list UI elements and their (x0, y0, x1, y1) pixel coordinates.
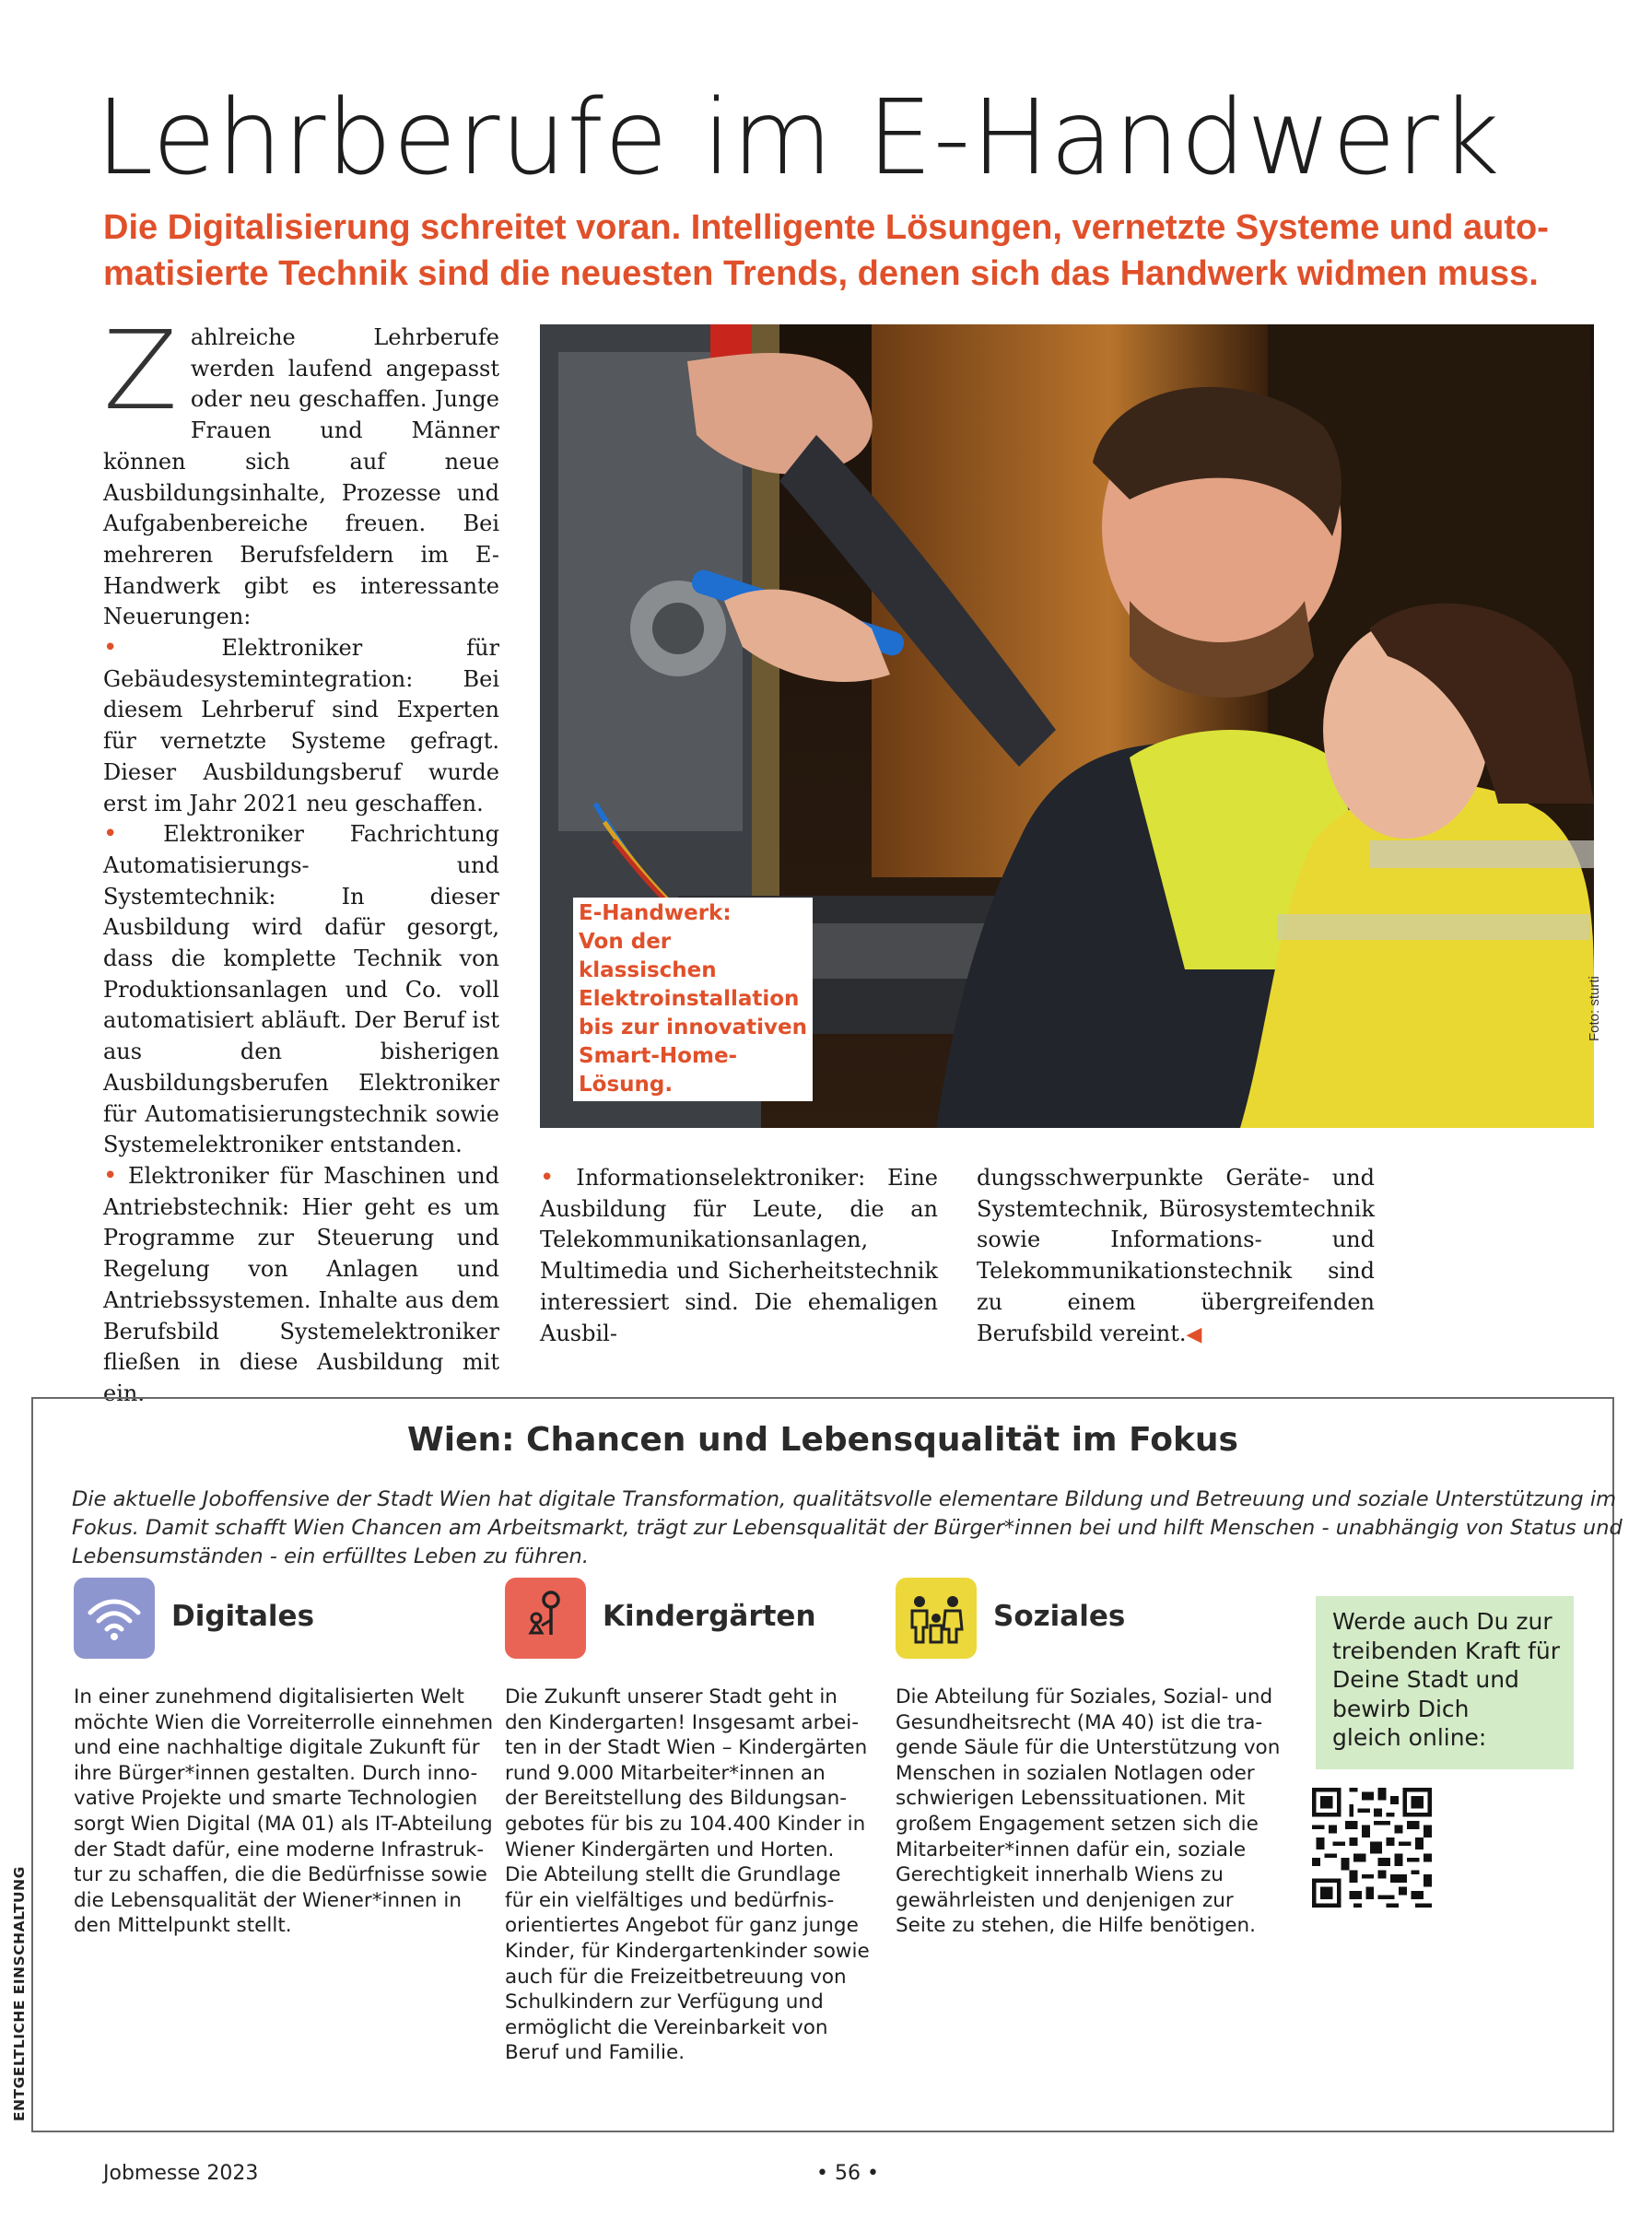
closing-text: dungsschwerpunkte Geräte- und Systemtechnik, Bürosystemtechnik sowie Informations- und Telekommunikationstechnik sind zu einem übergreifenden Berufsbild vereint. (977, 1165, 1375, 1346)
card-line: Menschen in sozialen Notlagen oder (896, 1761, 1255, 1785)
card-line: rund 9.000 Mitarbeiter*innen an (505, 1761, 826, 1785)
card-line: großem Engagement setzen sich die (896, 1812, 1259, 1836)
card-text-soziales (896, 1685, 1283, 1939)
publication-name: Jobmesse 2023 (103, 2162, 259, 2185)
wifi-icon (74, 1578, 155, 1659)
caption-line: E-Handwerk: (579, 901, 732, 925)
card-line: sorgt Wien Digital (MA 01) als IT-Abteilung (74, 1812, 493, 1836)
card-line: Gerechtigkeit innerhalb Wiens zu (896, 1863, 1224, 1887)
bullet-item (540, 1163, 938, 1349)
caption-line: Elektroinstallation (579, 987, 800, 1011)
card-title-kindergaerten: Kindergärten (603, 1600, 816, 1633)
card-line: In einer zunehmend digitalisierten Welt (74, 1685, 464, 1708)
card-line: Beruf und Familie. (505, 2041, 685, 2065)
card-line: gende Säule für die Unterstützung von (896, 1736, 1281, 1760)
card-line: auch für die Freizeitbetreuung von (505, 1965, 847, 1989)
cta-line: bewirb Dich (1332, 1695, 1470, 1722)
call-to-action-box (1316, 1596, 1574, 1769)
family-icon (896, 1578, 977, 1659)
card-title-soziales: Soziales (993, 1600, 1126, 1633)
child-icon (505, 1578, 586, 1659)
sponsored-label: ENTGELTLICHE EINSCHALTUNG (11, 1866, 28, 2121)
caption-line: klassischen (579, 958, 717, 982)
article-column-1 (103, 307, 499, 1410)
card-line: Die Zukunft unserer Stadt geht in (505, 1685, 838, 1708)
cta-line: Deine Stadt und (1332, 1666, 1519, 1693)
photo-credit: Foto: sturti (1587, 976, 1602, 1041)
card-line: den Kindergarten! Insgesamt arbei- (505, 1710, 860, 1734)
photo-caption (573, 898, 813, 1101)
bullet-text: Elektroniker Fachrichtung Automatisierungs- und Systemtechnik: In dieser Ausbildung wird dafür gesorgt, dass die komplette Technik von Produktionsanlagen und Co. voll automatisiert abläuft. Der Beruf ist aus den bisherigen Ausbildungsberufen Elektroniker für Automatisierungstechnik sowie Systemelektroniker entstanden. (103, 821, 499, 1158)
lead-line: matisierte Technik sind die neuesten Trends, denen sich das Handwerk widmen muss. (103, 254, 1539, 293)
card-line: den Mittelpunkt stellt. (74, 1914, 292, 1938)
cta-line: Werde auch Du zur (1332, 1608, 1552, 1635)
bullet-item (103, 1161, 499, 1410)
ad-intro-line: Fokus. Damit schafft Wien Chancen am Arbeitsmarkt, trägt zur Lebensqualität der Bürger*innen bei und hilft Menschen - unabhängig von Status und (72, 1516, 1623, 1540)
card-text-digitales (74, 1685, 507, 1939)
bullet-text: Informationselektroniker: Eine Ausbildung für Leute, die an Telekommunikationsanlagen, Multimedia und Sicherheitstechnik interessiert sind. Die ehemaligen Ausbil- (540, 1165, 938, 1346)
card-line: der Stadt dafür, eine moderne Infrastruk- (74, 1837, 485, 1861)
ad-intro-line: Die aktuelle Joboffensive der Stadt Wien hat digitale Transformation, qualitätsvolle elementare Bildung und Betreuung und soziale Unterstützung im (72, 1487, 1616, 1511)
end-mark-icon: ◀ (1186, 1322, 1202, 1346)
bullet-text: Elektroniker für Maschinen und Antriebstechnik: Hier geht es um Programme zur Steuerung und Regelung von Anlagen und Antriebssystemen. Inhalte aus dem Berufsbild Systemelektroniker fließen in diese Ausbildung mit ein. (103, 1162, 499, 1406)
cta-line: gleich online: (1332, 1724, 1487, 1751)
card-line: tur zu schaffen, die die Bedürfnisse sowie (74, 1863, 487, 1887)
cta-line: treibenden Kraft für (1332, 1637, 1561, 1664)
article-title: Lehrberufe im E-Handwerk (96, 78, 1501, 198)
card-line: Kinder, für Kindergartenkinder sowie (505, 1939, 870, 1963)
bullet-icon: • (540, 1164, 555, 1192)
card-line: Gesundheitsrecht (MA 40) ist die tra- (896, 1710, 1263, 1734)
card-line: Schulkindern zur Verfügung und (505, 1990, 824, 2014)
ad-intro (72, 1485, 1623, 1571)
ad-intro-line: Lebensumständen - ein erfülltes Leben zu führen. (72, 1544, 589, 1568)
intro-text: ahlreiche Lehrberufe werden laufend angepasst oder neu geschaffen. Junge Frauen und Männer können sich auf neue Ausbildungsinhalte, Prozesse und Aufgabenbereiche freuen. Bei mehreren Berufsfeldern im E-Handwerk gibt es interessante Neuerungen: (103, 324, 499, 630)
caption-line: Smart-Home- (579, 1044, 738, 1068)
card-line: orientiertes Angebot für ganz junge (505, 1914, 859, 1938)
article-column-3 (977, 1163, 1375, 1350)
closing-paragraph (977, 1163, 1375, 1350)
page-number: • 56 • (816, 2162, 879, 2185)
card-line: vative Projekte und smarte Technologien (74, 1787, 478, 1811)
qr-code-icon[interactable] (1312, 1788, 1432, 1908)
caption-line: Lösung. (579, 1073, 674, 1097)
bullet-icon: • (103, 634, 118, 663)
caption-line: Von der (579, 930, 672, 954)
bullet-icon: • (103, 1161, 118, 1190)
card-line: für ein vielfältiges und bedürfnis- (505, 1888, 835, 1912)
card-line: Mitarbeiter*innen dafür ein, soziale (896, 1837, 1247, 1861)
bullet-icon: • (103, 820, 118, 849)
card-line: der Bereitstellung des Bildungsan- (505, 1787, 847, 1811)
card-line: Wiener Kindergärten und Horten. (505, 1837, 835, 1861)
bullet-item (103, 633, 499, 819)
card-line: Die Abteilung stellt die Grundlage (505, 1863, 841, 1887)
card-line: ihre Bürger*innen gestalten. Durch inno- (74, 1761, 478, 1785)
card-line: gewährleisten und denjenigen zur (896, 1888, 1234, 1912)
card-line: Seite zu stehen, die Hilfe benötigen. (896, 1914, 1256, 1938)
card-line: Die Abteilung für Soziales, Sozial- und (896, 1685, 1273, 1708)
drop-cap: Z (103, 307, 178, 434)
card-title-digitales: Digitales (171, 1600, 315, 1633)
card-line: ermöglicht die Vereinbarkeit von (505, 2015, 828, 2039)
lead-line: Die Digitalisierung schreitet voran. Intelligente Lösungen, vernetzte Systeme und auto- (103, 208, 1549, 247)
card-line: möchte Wien die Vorreiterrolle einnehmen (74, 1710, 494, 1734)
bullet-item (103, 819, 499, 1161)
intro-paragraph (103, 307, 499, 633)
card-line: die Lebensqualität der Wiener*innen in (74, 1888, 462, 1912)
caption-line: bis zur innovativen (579, 1016, 807, 1039)
card-line: gebotes für bis zu 104.400 Kinder in (505, 1812, 866, 1836)
ad-title: Wien: Chancen und Lebensqualität im Fokus (407, 1421, 1238, 1459)
article-lead (103, 205, 1587, 297)
bullet-text: Elektroniker für Gebäudesystemintegration: Bei diesem Lehrberuf sind Experten für vernetzte Systeme gefragt. Dieser Ausbildungsberuf wurde erst im Jahr 2021 neu geschaffen. (103, 635, 499, 816)
card-line: schwierigen Lebenssituationen. Mit (896, 1787, 1246, 1811)
card-text-kindergaerten (505, 1685, 873, 2066)
card-line: und eine nachhaltige digitale Zukunft für (74, 1736, 480, 1760)
card-line: ten in der Stadt Wien – Kindergärten (505, 1736, 868, 1760)
article-column-2 (540, 1163, 938, 1349)
